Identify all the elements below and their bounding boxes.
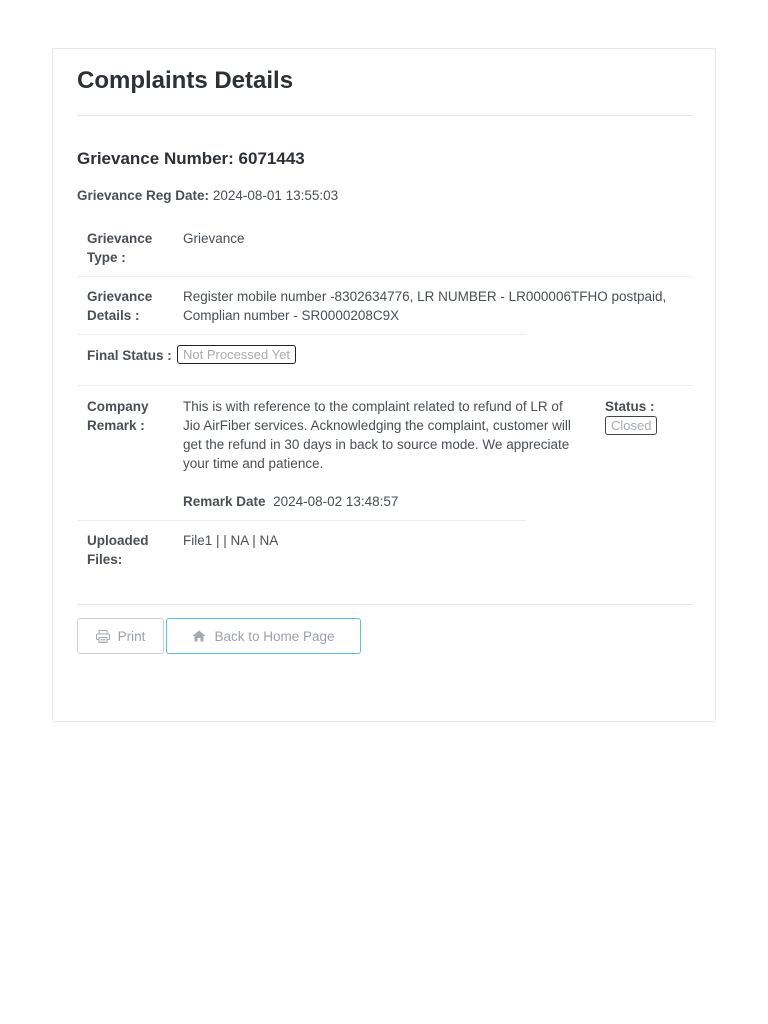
uploaded-files-value: File1 | | NA | NA [183, 533, 279, 548]
final-status-badge: Not Processed Yet [177, 345, 296, 364]
status-value-wrap [605, 416, 657, 435]
remark-date [183, 492, 398, 511]
page-title: Complaints Details [77, 67, 294, 94]
print-label: Print [117, 628, 146, 644]
row-divider [77, 276, 693, 277]
row-divider [77, 385, 693, 386]
final-status-value-wrap [177, 345, 296, 364]
reg-date-value: 2024-08-01 13:55:03 [212, 188, 339, 203]
final-status-label: Final Status : [87, 348, 172, 363]
remark-date-value: 2024-08-02 13:48:57 [273, 494, 399, 509]
grievance-details-label: Grievance Details : [87, 289, 153, 323]
row-divider [77, 334, 526, 335]
grievance-type-label: Grievance Type : [87, 231, 153, 265]
grievance-type-value: Grievance [183, 231, 245, 246]
status-badge: Closed [605, 416, 657, 435]
company-remark-label: Company Remark : [87, 399, 149, 433]
remark-date-label: Remark Date [183, 494, 266, 509]
complaint-details-card [52, 48, 716, 722]
home-label: Back to Home Page [214, 628, 335, 644]
home-icon [192, 630, 206, 642]
print-button[interactable] [77, 618, 164, 654]
grievance-number: Grievance Number: 6071443 [77, 149, 305, 168]
title-divider [77, 115, 693, 116]
company-remark-value: This is with reference to the complaint related to refund of LR of Jio AirFiber services. Acknowledging the complaint, customer will get the refund in 30 days in back to source mode. We appreciate your time and patience. [183, 399, 571, 471]
uploaded-files-label: Uploaded Files: [87, 533, 149, 567]
grievance-details-value: Register mobile number -8302634776, LR NUMBER - LR000006TFHO postpaid, Complian number - SR0000208C9X [183, 289, 667, 323]
row-divider [77, 520, 526, 521]
grievance-reg-date [77, 188, 338, 203]
reg-date-label: Grievance Reg Date: [77, 188, 210, 203]
printer-icon [96, 630, 110, 643]
actions-divider [77, 604, 693, 605]
status-label: Status : [605, 399, 655, 414]
back-to-home-button[interactable] [166, 618, 361, 654]
